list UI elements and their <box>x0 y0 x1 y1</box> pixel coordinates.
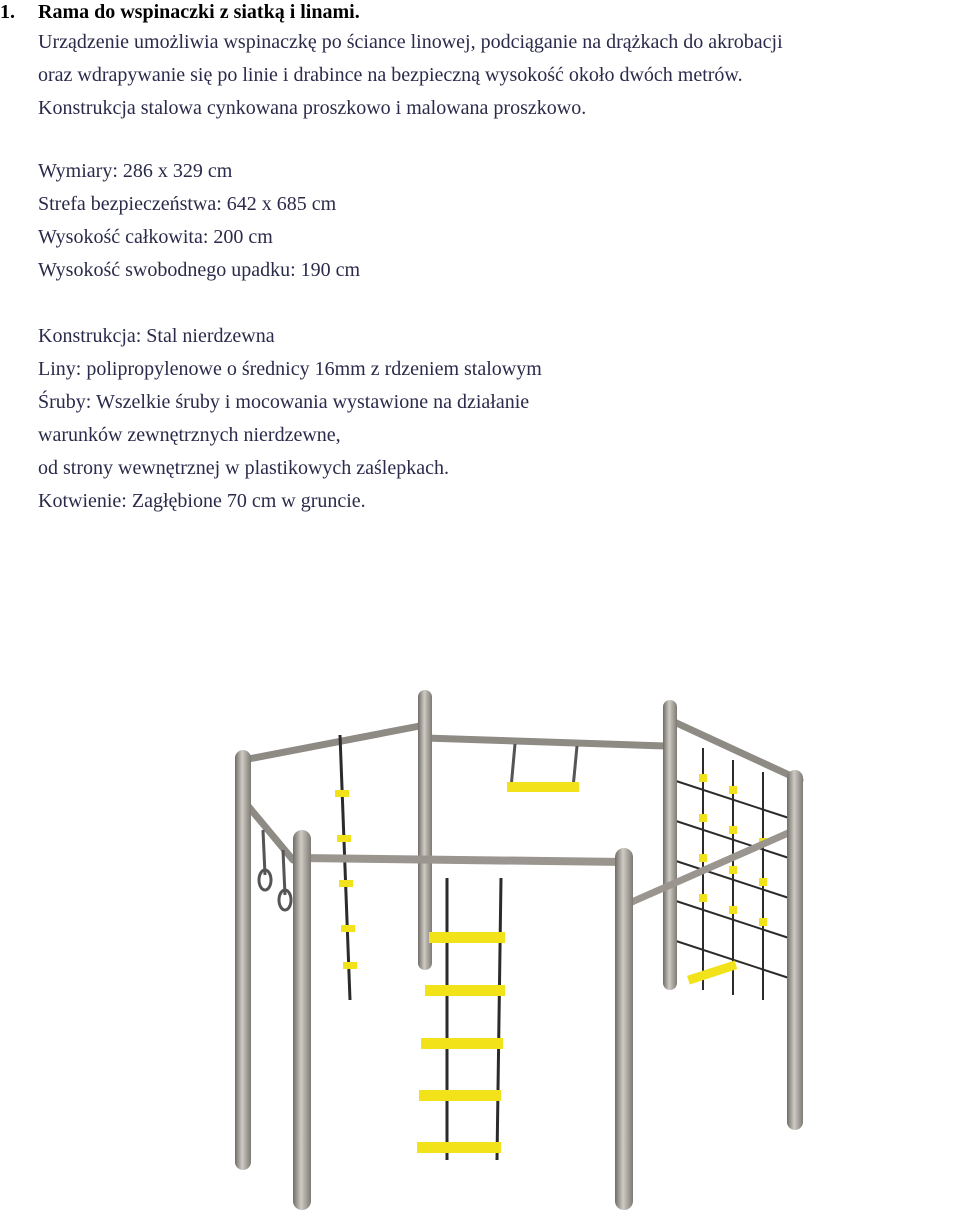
climbing-frame-illustration <box>225 680 845 1220</box>
item-number: 1. <box>0 1 15 23</box>
trapeze-swing <box>507 744 579 792</box>
description-line: Konstrukcja stalowa cynkowana proszkowo i malowana proszkowo. <box>38 97 587 119</box>
dimension-fall-height: Wysokość swobodnego upadku: 190 cm <box>38 259 361 281</box>
material-anchoring: Kotwienie: Zagłębione 70 cm w gruncie. <box>38 490 366 512</box>
back-posts <box>418 690 677 990</box>
item-heading <box>0 0 360 24</box>
dimension-size: Wymiary: 286 x 329 cm <box>38 160 233 182</box>
net-step <box>687 960 737 984</box>
description-paragraph <box>38 26 958 125</box>
knotted-rope <box>335 735 357 1000</box>
dimension-total-height: Wysokość całkowita: 200 cm <box>38 226 273 248</box>
side-top-bar <box>625 830 795 905</box>
front-top-bar <box>300 858 625 862</box>
material-construction: Konstrukcja: Stal nierdzewna <box>38 325 275 347</box>
material-bolts-cont: warunków zewnętrznych nierdzewne, <box>38 424 341 446</box>
material-bolts-cont: od strony wewnętrznej w plastikowych zaślepkach. <box>38 457 449 479</box>
item-title: Rama do wspinaczki z siatką i linami. <box>38 1 360 23</box>
climbing-frame-drawing <box>225 680 845 1220</box>
material-bolts: Śruby: Wszelkie śruby i mocowania wystawione na działanie <box>38 391 530 413</box>
front-posts <box>235 750 803 1210</box>
material-ropes: Liny: polipropylenowe o średnicy 16mm z rdzeniem stalowym <box>38 358 542 380</box>
description-line: oraz wdrapywanie się po linie i drabince na bezpieczną wysokość około dwóch metrów. <box>38 64 743 86</box>
description-line: Urządzenie umożliwia wspinaczkę po ściance linowej, podciąganie na drążkach do akrobacji <box>38 31 783 53</box>
dimensions-list <box>38 155 958 287</box>
materials-list <box>38 320 958 518</box>
dimension-safety-zone: Strefa bezpieczeństwa: 642 x 685 cm <box>38 193 337 215</box>
